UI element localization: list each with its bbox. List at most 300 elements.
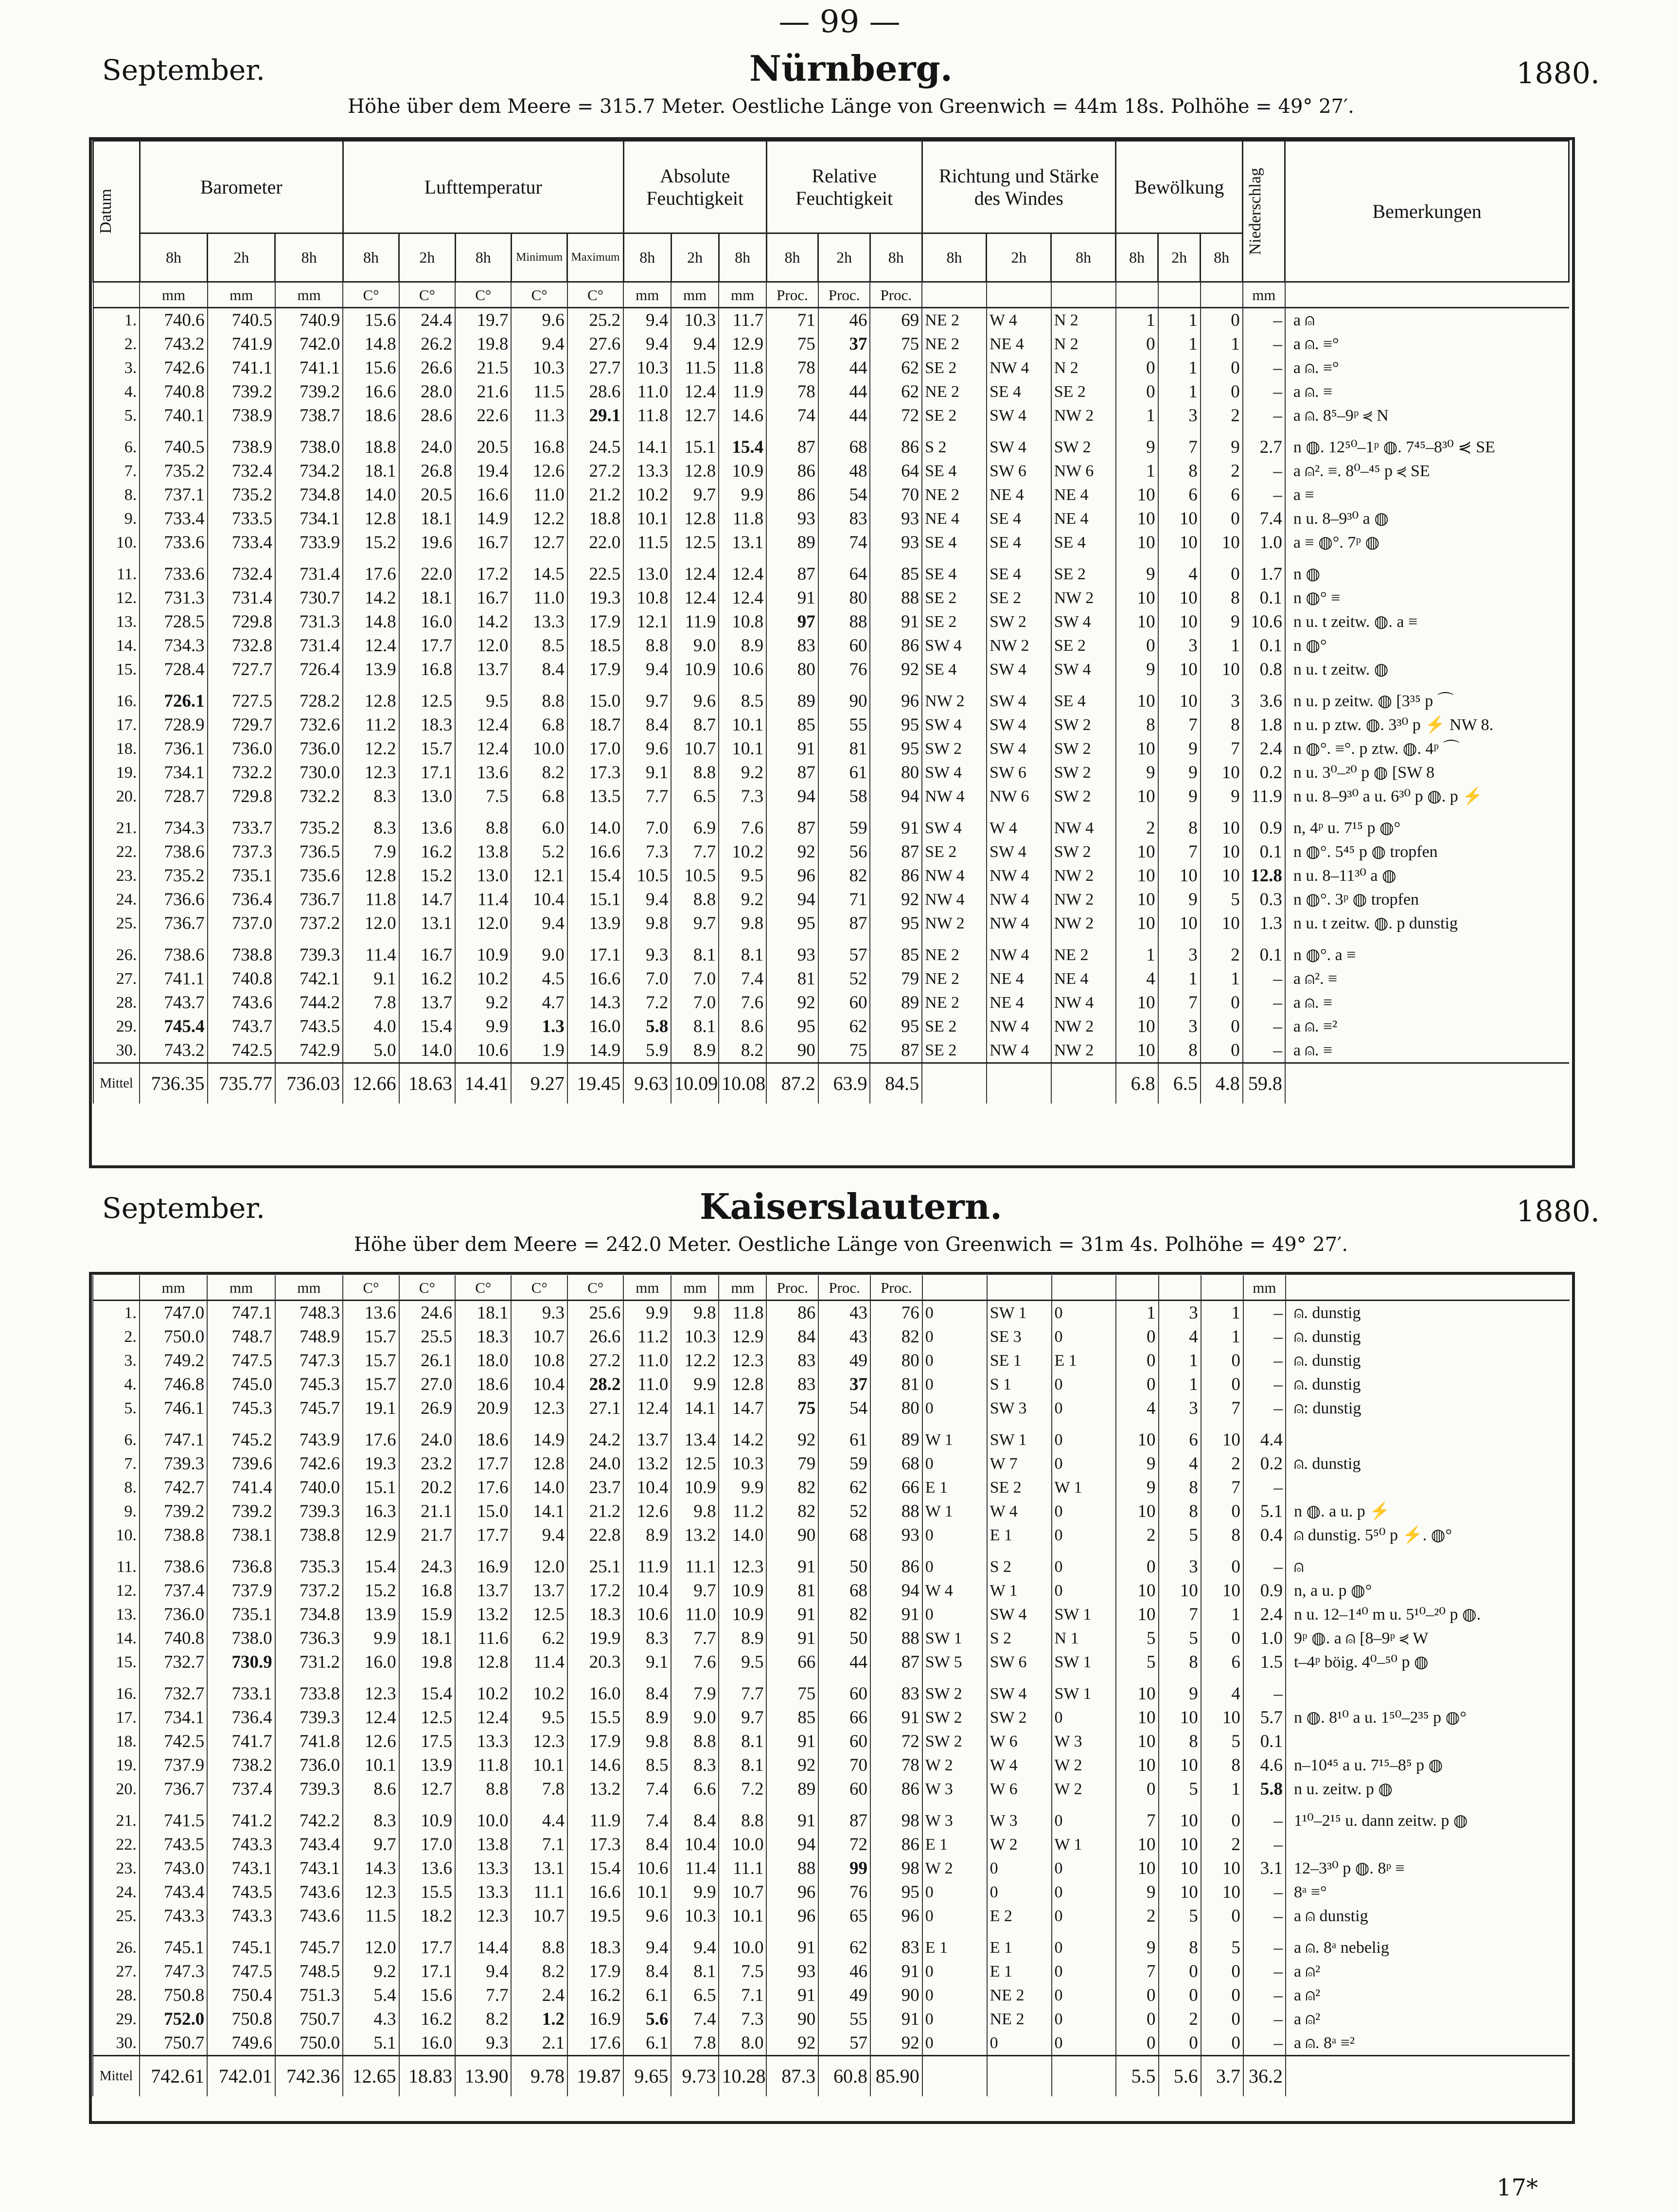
- value-cell: 85: [766, 1706, 818, 1730]
- value-cell: 16.7: [455, 586, 511, 610]
- value-cell: 12.4: [671, 586, 719, 610]
- value-cell: 738.8: [208, 935, 275, 967]
- value-cell: NW 2: [1051, 586, 1116, 610]
- value-cell: 25.1: [567, 1547, 623, 1579]
- value-cell: 92: [870, 658, 922, 681]
- value-cell: 11.9: [567, 1801, 623, 1833]
- value-cell: 11.5: [623, 531, 671, 554]
- value-cell: 0: [1201, 1801, 1243, 1833]
- value-cell: 15.7: [343, 1349, 399, 1373]
- value-cell: 18.1: [399, 586, 455, 610]
- hour-2-header: 2h: [1158, 233, 1201, 282]
- unit-cell: C°: [399, 282, 455, 308]
- value-cell: 14.1: [671, 1396, 719, 1420]
- remark-cell: [1286, 1833, 1570, 1856]
- value-cell: 10.7: [511, 1904, 567, 1928]
- value-cell: 66: [870, 1476, 922, 1499]
- value-cell: 10.9: [719, 1579, 766, 1603]
- value-cell: 26.9: [399, 1396, 455, 1420]
- table-row: [93, 1856, 1570, 1880]
- unit-cell: [987, 1275, 1052, 1301]
- value-cell: W 2: [922, 1753, 987, 1777]
- value-cell: 748.5: [275, 1960, 343, 1983]
- value-cell: 8.4: [623, 713, 671, 737]
- value-cell: NE 4: [987, 483, 1051, 507]
- value-cell: 732.4: [208, 459, 275, 483]
- value-cell: –: [1243, 1904, 1286, 1928]
- value-cell: 737.9: [140, 1753, 207, 1777]
- value-cell: 86: [870, 428, 922, 459]
- hour-8-header: 8h: [623, 233, 671, 282]
- value-cell: 80: [870, 761, 922, 785]
- value-cell: 15.6: [399, 1983, 455, 2007]
- value-cell: 12.2: [671, 1349, 719, 1373]
- value-cell: 10.9: [671, 658, 719, 681]
- value-cell: 78: [766, 356, 818, 380]
- value-cell: 64: [870, 459, 922, 483]
- value-cell: 745.7: [275, 1396, 343, 1420]
- value-cell: 37: [818, 1373, 870, 1396]
- value-cell: 8: [1201, 713, 1243, 737]
- value-cell: 15.7: [343, 1373, 399, 1396]
- value-cell: 1: [1201, 967, 1243, 991]
- table-row: [93, 2007, 1570, 2031]
- unit-cell: C°: [567, 1275, 623, 1301]
- mittel-value: 19.45: [567, 1063, 623, 1104]
- value-cell: 60: [818, 1730, 870, 1753]
- value-cell: 11.8: [343, 888, 399, 911]
- value-cell: SE 2: [922, 586, 987, 610]
- table-row: [93, 911, 1569, 935]
- value-cell: 0: [1201, 1547, 1243, 1579]
- day-cell: 24.: [93, 888, 140, 911]
- value-cell: 726.4: [275, 658, 343, 681]
- value-cell: NE 4: [1051, 967, 1116, 991]
- value-cell: 13.6: [399, 808, 455, 840]
- table-row: [93, 1349, 1570, 1373]
- table-row: [93, 1880, 1570, 1904]
- value-cell: 90: [766, 1038, 818, 1063]
- value-cell: 10: [1116, 1730, 1158, 1753]
- value-cell: 9.4: [671, 1928, 719, 1960]
- value-cell: 89: [766, 1777, 818, 1801]
- value-cell: 1: [1116, 308, 1158, 333]
- value-cell: 10: [1116, 840, 1158, 864]
- table-row: [93, 308, 1569, 333]
- value-cell: 82: [870, 1325, 922, 1349]
- value-cell: 10: [1116, 1706, 1158, 1730]
- remark-cell: a ⍝². ≡. 8⁰–⁴⁵ p ⋞ SE: [1285, 459, 1569, 483]
- value-cell: 735.2: [140, 459, 207, 483]
- value-cell: 747.1: [140, 1420, 207, 1452]
- value-cell: 733.4: [208, 531, 275, 554]
- value-cell: 10: [1116, 483, 1158, 507]
- unit-cell: C°: [455, 282, 511, 308]
- value-cell: 12.8: [1243, 864, 1285, 888]
- value-cell: 739.6: [207, 1452, 275, 1476]
- day-cell: 8.: [93, 483, 140, 507]
- value-cell: 16.6: [567, 1880, 623, 1904]
- unit-cell: C°: [511, 1275, 567, 1301]
- value-cell: 1: [1158, 332, 1201, 356]
- value-cell: 90: [870, 1983, 922, 2007]
- value-cell: 48: [818, 459, 870, 483]
- value-cell: 0: [1201, 1626, 1243, 1650]
- nuernberg-city: Nürnberg.: [749, 48, 953, 89]
- value-cell: 9.9: [719, 483, 766, 507]
- value-cell: 10.3: [511, 356, 567, 380]
- value-cell: 728.5: [140, 610, 207, 634]
- value-cell: 9.4: [623, 332, 671, 356]
- value-cell: 88: [870, 1499, 922, 1523]
- value-cell: 96: [766, 1904, 818, 1928]
- value-cell: 98: [870, 1801, 922, 1833]
- value-cell: –: [1243, 380, 1285, 404]
- value-cell: 7.7: [455, 1983, 511, 2007]
- value-cell: SW 4: [987, 658, 1051, 681]
- value-cell: 13.9: [343, 1603, 399, 1626]
- value-cell: 56: [818, 840, 870, 864]
- day-cell: 26.: [93, 1928, 140, 1960]
- value-cell: 1: [1201, 634, 1243, 658]
- value-cell: 747.5: [207, 1349, 275, 1373]
- remark-cell: n u. 12–1⁴⁰ m u. 5¹⁰–²⁰ p ◍.: [1286, 1603, 1570, 1626]
- value-cell: 52: [818, 967, 870, 991]
- value-cell: 12.4: [719, 586, 766, 610]
- value-cell: 9.2: [719, 761, 766, 785]
- value-cell: SW 3: [987, 1396, 1052, 1420]
- value-cell: 12.3: [511, 1396, 567, 1420]
- value-cell: 9: [1158, 785, 1201, 808]
- value-cell: SW 4: [922, 713, 987, 737]
- value-cell: 14.7: [399, 888, 455, 911]
- value-cell: 9.5: [455, 681, 511, 713]
- value-cell: 11.8: [719, 356, 766, 380]
- value-cell: 7.4: [623, 1801, 671, 1833]
- value-cell: 27.7: [567, 356, 623, 380]
- value-cell: 1.3: [511, 1015, 567, 1038]
- hour-8-header: 8h: [455, 233, 511, 282]
- value-cell: 1: [1158, 967, 1201, 991]
- value-cell: 741.1: [140, 967, 207, 991]
- value-cell: 23.7: [567, 1476, 623, 1499]
- value-cell: 9: [1201, 610, 1243, 634]
- value-cell: 7.0: [623, 967, 671, 991]
- mittel-label: Mittel: [93, 1063, 140, 1104]
- value-cell: 10.4: [511, 888, 567, 911]
- value-cell: 86: [870, 1777, 922, 1801]
- value-cell: 92: [870, 2031, 922, 2056]
- value-cell: 0: [1116, 1349, 1158, 1373]
- unit-cell: [1201, 1275, 1243, 1301]
- day-cell: 2.: [93, 1325, 140, 1349]
- value-cell: 92: [766, 1420, 818, 1452]
- value-cell: 734.1: [275, 507, 343, 531]
- value-cell: 7: [1116, 1960, 1158, 1983]
- table-row: [93, 1904, 1570, 1928]
- value-cell: 7.4: [623, 1777, 671, 1801]
- remark-cell: ⍝. dunstig: [1286, 1452, 1570, 1476]
- value-cell: 4: [1201, 1674, 1243, 1706]
- value-cell: 729.7: [208, 713, 275, 737]
- value-cell: 17.9: [567, 1960, 623, 1983]
- mittel-value: 9.73: [671, 2056, 719, 2097]
- value-cell: 60: [818, 1674, 870, 1706]
- value-cell: SW 4: [987, 404, 1051, 428]
- value-cell: 13.2: [671, 1523, 719, 1547]
- value-cell: 12.9: [719, 332, 766, 356]
- value-cell: 8: [1159, 1476, 1201, 1499]
- value-cell: 5: [1116, 1650, 1158, 1674]
- remark-cell: a ⍝. ≡: [1285, 380, 1569, 404]
- value-cell: 747.0: [140, 1301, 207, 1325]
- value-cell: 17.7: [455, 1523, 511, 1547]
- value-cell: 6.9: [671, 808, 719, 840]
- value-cell: 89: [870, 991, 922, 1015]
- value-cell: 737.4: [140, 1579, 207, 1603]
- table-row: [93, 1373, 1570, 1396]
- value-cell: 66: [818, 1706, 870, 1730]
- value-cell: 4.4: [1243, 1420, 1286, 1452]
- value-cell: 82: [818, 1603, 870, 1626]
- hour-2-header: 2h: [208, 233, 275, 282]
- value-cell: 8: [1201, 586, 1243, 610]
- mittel-value: [1052, 2056, 1116, 2097]
- remark-cell: a ⍝ dunstig: [1286, 1904, 1570, 1928]
- value-cell: SW 4: [987, 428, 1051, 459]
- value-cell: 0: [987, 1856, 1052, 1880]
- value-cell: 0.4: [1243, 1523, 1286, 1547]
- value-cell: 736.4: [207, 1706, 275, 1730]
- value-cell: 6.8: [511, 785, 567, 808]
- value-cell: 14.6: [719, 404, 766, 428]
- value-cell: NE 2: [922, 483, 987, 507]
- value-cell: 76: [870, 1301, 922, 1325]
- value-cell: 9.8: [623, 911, 671, 935]
- value-cell: 750.7: [140, 2031, 207, 2056]
- value-cell: W 2: [987, 1833, 1052, 1856]
- value-cell: 3: [1159, 1301, 1201, 1325]
- value-cell: 10: [1159, 1579, 1201, 1603]
- table-row: [93, 737, 1569, 761]
- value-cell: 738.7: [275, 404, 343, 428]
- value-cell: 62: [870, 380, 922, 404]
- value-cell: 12.0: [455, 911, 511, 935]
- wind-header: Richtung und Stärke des Windes: [922, 141, 1115, 233]
- value-cell: 6.2: [511, 1626, 567, 1650]
- value-cell: 8: [1201, 1753, 1243, 1777]
- value-cell: 80: [766, 658, 818, 681]
- value-cell: NW 4: [987, 911, 1051, 935]
- day-cell: 10.: [93, 531, 140, 554]
- remark-cell: t–4ᵖ böig. 4⁰–⁵⁰ p ◍: [1286, 1650, 1570, 1674]
- day-cell: 26.: [93, 935, 140, 967]
- value-cell: 15.5: [399, 1880, 455, 1904]
- value-cell: 735.2: [208, 483, 275, 507]
- value-cell: 92: [766, 2031, 818, 2056]
- remark-cell: 12–3³⁰ p ◍. 8ᵖ ≡: [1286, 1856, 1570, 1880]
- unit-cell: C°: [511, 282, 567, 308]
- value-cell: 8.1: [719, 935, 766, 967]
- value-cell: 9.9: [671, 1880, 719, 1904]
- value-cell: SW 2: [1051, 785, 1116, 808]
- value-cell: 743.4: [140, 1880, 207, 1904]
- value-cell: 83: [870, 1674, 922, 1706]
- value-cell: 5.6: [623, 2007, 671, 2031]
- value-cell: 37: [818, 332, 870, 356]
- day-cell: 9.: [93, 507, 140, 531]
- value-cell: 1: [1201, 1301, 1243, 1325]
- value-cell: 8.9: [623, 1706, 671, 1730]
- value-cell: 20.2: [399, 1476, 455, 1499]
- value-cell: 91: [766, 1626, 818, 1650]
- value-cell: 57: [818, 2031, 870, 2056]
- unit-cell: [93, 282, 140, 308]
- value-cell: 1.3: [1243, 911, 1285, 935]
- value-cell: 82: [766, 1476, 818, 1499]
- value-cell: 24.4: [399, 308, 455, 333]
- lufttemperatur-header: Lufttemperatur: [343, 141, 623, 233]
- value-cell: 1: [1158, 380, 1201, 404]
- value-cell: 0: [1052, 1420, 1116, 1452]
- value-cell: 14.3: [343, 1856, 399, 1880]
- table-row: [93, 404, 1569, 428]
- value-cell: 0.2: [1243, 1452, 1286, 1476]
- value-cell: SE 4: [922, 459, 987, 483]
- value-cell: 10.2: [455, 967, 511, 991]
- value-cell: 13.0: [623, 554, 671, 586]
- value-cell: NW 2: [1051, 1015, 1116, 1038]
- value-cell: 4.5: [511, 967, 567, 991]
- value-cell: 743.2: [140, 1038, 207, 1063]
- mittel-value: 12.65: [343, 2056, 399, 2097]
- value-cell: 6: [1158, 483, 1201, 507]
- value-cell: 11.2: [343, 713, 399, 737]
- value-cell: 736.0: [275, 737, 343, 761]
- value-cell: 9.3: [511, 1301, 567, 1325]
- datum-header: Datum: [93, 141, 140, 282]
- remark-cell: n u. t zeitw. ◍. a ≡: [1285, 610, 1569, 634]
- value-cell: 11.4: [671, 1856, 719, 1880]
- value-cell: 0: [922, 1880, 987, 1904]
- value-cell: SW 1: [1052, 1674, 1116, 1706]
- value-cell: SW 6: [987, 761, 1051, 785]
- value-cell: 8.0: [719, 2031, 766, 2056]
- value-cell: 0: [1116, 1777, 1158, 1801]
- value-cell: SW 2: [922, 737, 987, 761]
- value-cell: 12.0: [343, 1928, 399, 1960]
- value-cell: 17.2: [455, 554, 511, 586]
- value-cell: 9: [1116, 1880, 1158, 1904]
- value-cell: 24.6: [399, 1301, 455, 1325]
- value-cell: E 1: [987, 1960, 1052, 1983]
- value-cell: –: [1243, 1928, 1286, 1960]
- value-cell: 10: [1159, 1880, 1201, 1904]
- value-cell: 10.7: [511, 1325, 567, 1349]
- value-cell: 12.4: [671, 380, 719, 404]
- value-cell: 0: [1052, 1523, 1116, 1547]
- value-cell: 16.0: [343, 1650, 399, 1674]
- value-cell: 0.1: [1243, 634, 1285, 658]
- value-cell: W 2: [1052, 1753, 1116, 1777]
- value-cell: 0: [1201, 1960, 1243, 1983]
- unit-cell: Proc.: [818, 1275, 870, 1301]
- value-cell: 18.5: [567, 634, 623, 658]
- value-cell: 8: [1159, 1928, 1201, 1960]
- table-row: [93, 1523, 1570, 1547]
- value-cell: –: [1243, 1325, 1286, 1349]
- value-cell: 10: [1159, 1753, 1201, 1777]
- value-cell: 1.7: [1243, 554, 1285, 586]
- value-cell: 0: [1116, 1983, 1158, 2007]
- value-cell: SE 1: [987, 1349, 1052, 1373]
- value-cell: SW 2: [1051, 737, 1116, 761]
- value-cell: 93: [870, 507, 922, 531]
- value-cell: 10: [1116, 864, 1158, 888]
- value-cell: –: [1243, 991, 1285, 1015]
- value-cell: 734.1: [140, 1706, 207, 1730]
- value-cell: 17.6: [455, 1476, 511, 1499]
- value-cell: 739.2: [275, 380, 343, 404]
- mittel-value: [922, 1063, 987, 1104]
- value-cell: 22.5: [567, 554, 623, 586]
- value-cell: 95: [870, 737, 922, 761]
- value-cell: 1: [1201, 332, 1243, 356]
- value-cell: 738.0: [207, 1626, 275, 1650]
- value-cell: 8.1: [719, 1730, 766, 1753]
- value-cell: 8.2: [455, 2007, 511, 2031]
- value-cell: 55: [818, 713, 870, 737]
- unit-cell: mm: [671, 282, 719, 308]
- value-cell: 13.7: [455, 658, 511, 681]
- value-cell: 733.6: [140, 531, 207, 554]
- value-cell: 79: [870, 967, 922, 991]
- value-cell: 0: [1201, 991, 1243, 1015]
- value-cell: 25.2: [567, 308, 623, 333]
- value-cell: 55: [818, 2007, 870, 2031]
- value-cell: 72: [870, 404, 922, 428]
- value-cell: SE 2: [922, 1038, 987, 1063]
- remark-cell: a ⍝²: [1286, 1983, 1570, 2007]
- value-cell: W 3: [922, 1777, 987, 1801]
- day-cell: 25.: [93, 911, 140, 935]
- value-cell: 739.3: [275, 935, 343, 967]
- table-row: [93, 761, 1569, 785]
- value-cell: 0: [1052, 1880, 1116, 1904]
- value-cell: 18.1: [399, 1626, 455, 1650]
- value-cell: 8.4: [623, 1674, 671, 1706]
- bemerkungen-header: Bemerkungen: [1285, 141, 1569, 282]
- value-cell: 732.2: [275, 785, 343, 808]
- value-cell: 736.5: [275, 840, 343, 864]
- mittel-value: [922, 2056, 987, 2097]
- value-cell: 85: [766, 713, 818, 737]
- table-row: [93, 991, 1569, 1015]
- value-cell: 14.2: [455, 610, 511, 634]
- hour-8-header: 8h: [922, 233, 987, 282]
- value-cell: N 2: [1051, 308, 1116, 333]
- unit-cell: mm: [671, 1275, 719, 1301]
- mittel-value: 14.41: [455, 1063, 511, 1104]
- value-cell: 14.0: [567, 808, 623, 840]
- value-cell: 9.7: [623, 681, 671, 713]
- value-cell: 87: [818, 911, 870, 935]
- value-cell: 0: [922, 1523, 987, 1547]
- mittel-value: 87.3: [766, 2056, 818, 2097]
- value-cell: 7.2: [623, 991, 671, 1015]
- value-cell: 0: [1052, 1452, 1116, 1476]
- mittel-value: 10.08: [719, 1063, 766, 1104]
